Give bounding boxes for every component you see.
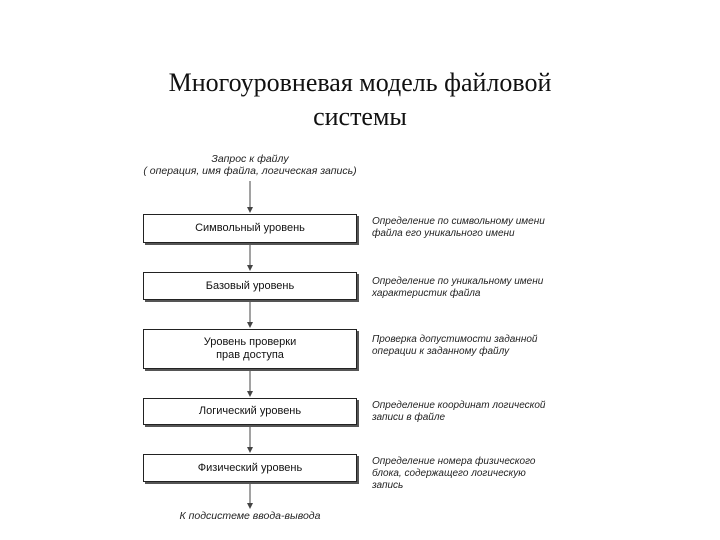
level-physical-label: Физический уровень	[197, 461, 303, 474]
request-line-2: ( операция, имя файла, логическая запись)	[143, 165, 357, 177]
level-access-label-2: прав доступа	[216, 349, 284, 361]
level-logical-label: Логический уровень	[198, 405, 302, 417]
note-access: Проверка допустимости заданной операции к заданному файлу	[372, 334, 538, 357]
note-physical: Определение номера физического блока, содержащего логическую запись	[372, 456, 536, 491]
request-line-1: Запрос к файлу	[211, 153, 289, 165]
note-base: Определение по уникальному имени характеристик файла	[372, 276, 544, 299]
level-symbolic	[143, 214, 357, 243]
note-logical: Определение координат логической записи в файле	[372, 400, 546, 423]
request-caption	[130, 153, 370, 177]
level-access	[143, 329, 357, 369]
level-logical	[143, 398, 357, 425]
note-symbolic: Определение по символьному имени файла его уникального имени	[372, 216, 545, 239]
level-base	[143, 272, 357, 300]
output-caption: К подсистеме ввода-вывода	[179, 510, 321, 522]
level-base-label: Базовый уровень	[205, 279, 295, 292]
title-line-2: системы	[313, 102, 407, 131]
level-physical	[143, 454, 357, 482]
title-line-1: Многоуровневая модель файловой	[168, 68, 552, 97]
level-symbolic-label: Символьный уровень	[195, 222, 305, 234]
level-access-label-1: Уровень проверки	[203, 336, 297, 348]
